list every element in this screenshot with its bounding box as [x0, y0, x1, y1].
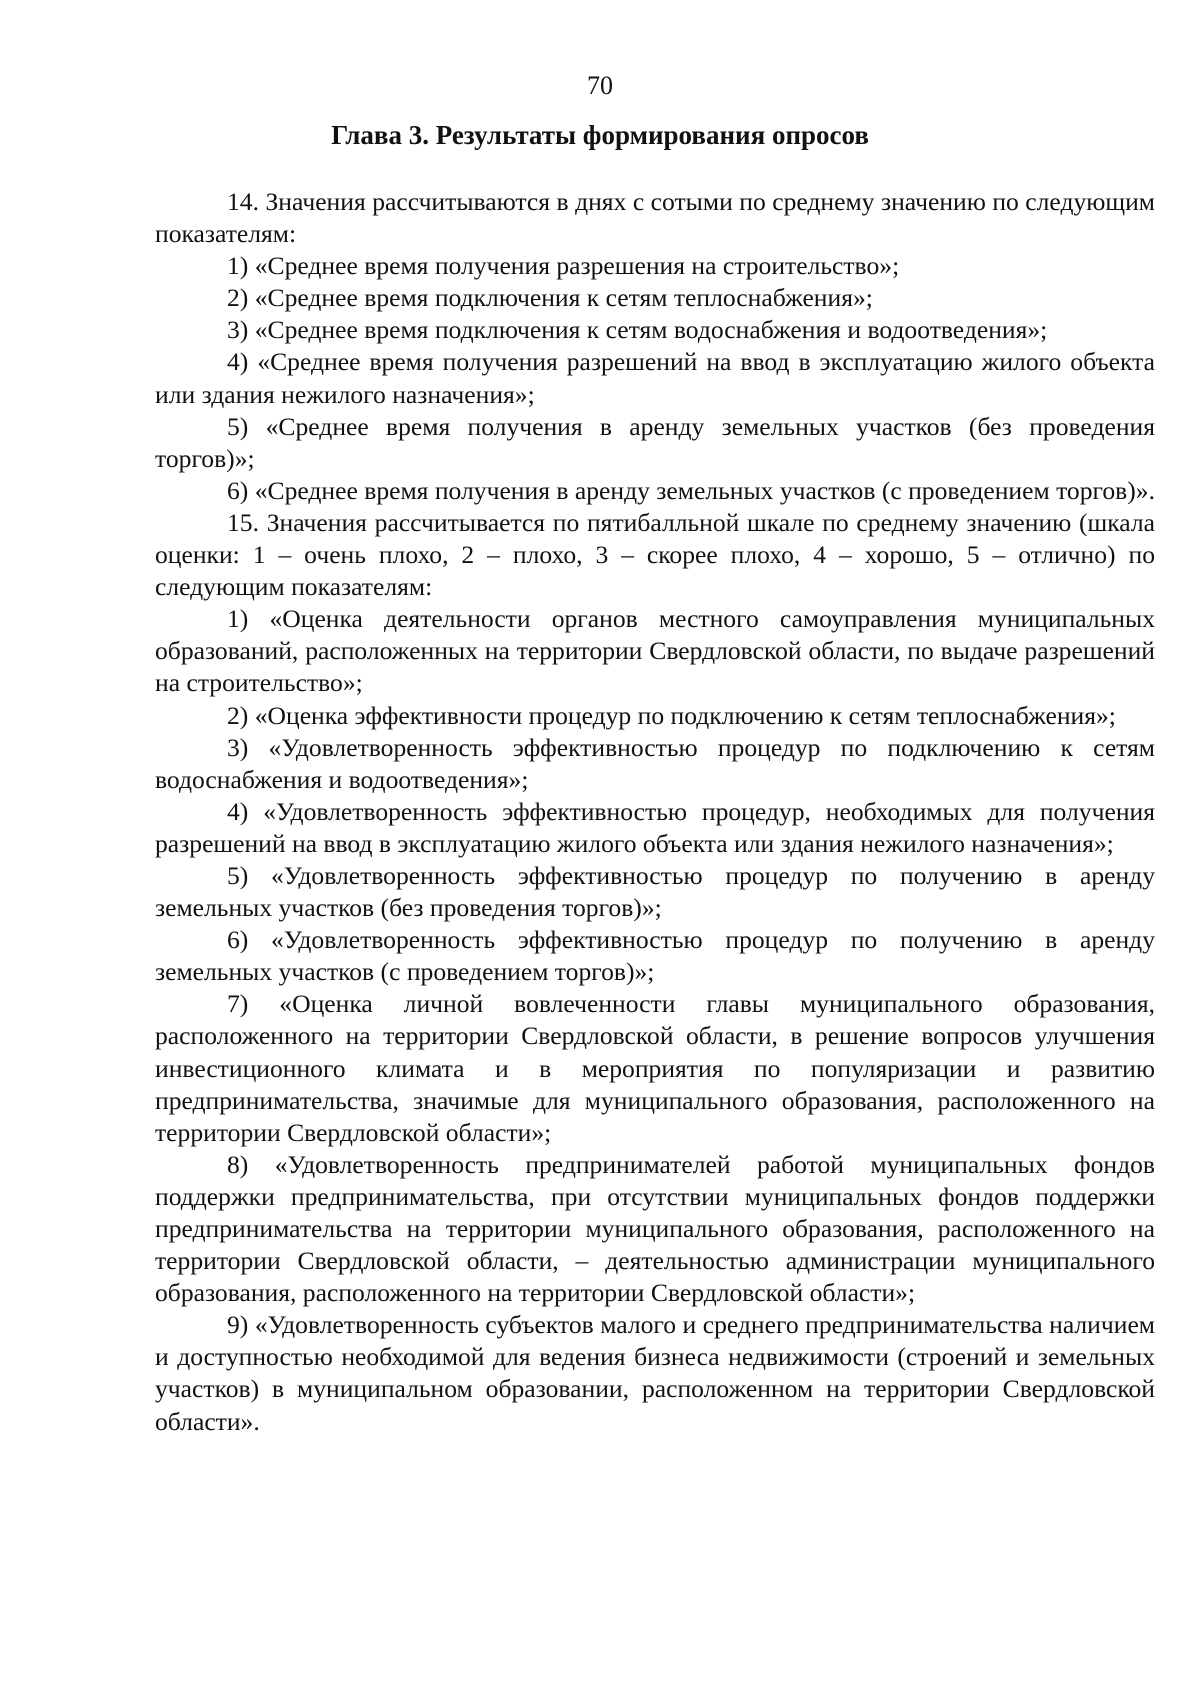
list-item-15-3: 3) «Удовлетворенность эффективностью процедур по подключению к сетям водоснабжения и водоотведения»;: [155, 732, 1155, 794]
list-item-15-5: 5) «Удовлетворенность эффективностью процедур по получению в аренду земельных участков (без проведения торгов)»;: [155, 860, 1155, 923]
list-item-14-1: 1) «Среднее время получения разрешения на строительство»;: [227, 251, 900, 281]
chapter-title: Глава 3. Результаты формирования опросов: [331, 120, 869, 150]
list-item-15-6: 6) «Удовлетворенность эффективностью процедур по получению в аренду земельных участков (с проведением торгов)»;: [155, 925, 1155, 987]
document-body: [155, 186, 1155, 1438]
paragraph-14-intro: 14. Значения рассчитываются в днях с сотыми по среднему значению по следующим показателям:: [155, 187, 1155, 249]
paragraph-15-intro: 15. Значения рассчитывается по пятибалльной шкале по среднему значению (шкала оценки: 1 – очень плохо, 2 – плохо, 3 – скорее плохо, 4 – хорошо, 5 – отлично) по следующим показателям:: [155, 507, 1155, 602]
list-item-15-7: 7) «Оценка личной вовлеченности главы муниципального образования, расположенного на территории Свердловской области, в решение вопросов улучшения инвестиционного климата и в мероприятия по популяризации и развитию предпринимательства, значимые для муниципального образования, расположенного на территории Свердловской области»;: [155, 989, 1155, 1147]
list-item-14-3: 3) «Среднее время подключения к сетям водоснабжения и водоотведения»;: [227, 315, 1048, 345]
page-number: 70: [587, 71, 613, 100]
list-item-15-8: 8) «Удовлетворенность предпринимателей работой муниципальных фондов поддержки предпринимательства, при отсутствии муниципальных фондов поддержки предпринимательства на территории муниципального образования, расположенного на территории Свердловской области, – деятельностью администрации муниципального образования, расположенного на территории Свердловской области»;: [155, 1149, 1155, 1308]
list-item-15-4: 4) «Удовлетворенность эффективностью процедур, необходимых для получения разрешений на ввод в эксплуатацию жилого объекта или здания нежилого назначения»;: [155, 796, 1155, 858]
list-item-14-2: 2) «Среднее время подключения к сетям теплоснабжения»;: [227, 283, 873, 313]
list-item-14-5: 5) «Среднее время получения в аренду земельных участков (без проведения торгов)»;: [155, 411, 1155, 473]
list-item-15-9: 9) «Удовлетворенность субъектов малого и среднего предпринимательства наличием и доступностью необходимой для ведения бизнеса недвижимости (строений и земельных участков) в муниципальном образовании, расположенном на территории Свердловской области».: [155, 1310, 1155, 1436]
list-item-14-6: 6) «Среднее время получения в аренду земельных участков (с проведением торгов)».: [227, 475, 1155, 505]
list-item-15-2: 2) «Оценка эффективности процедур по подключению к сетям теплоснабжения»;: [227, 700, 1116, 730]
list-item-15-1: 1) «Оценка деятельности органов местного самоуправления муниципальных образований, расположенных на территории Свердловской области, по выдаче разрешений на строительство»;: [155, 604, 1155, 698]
list-item-14-4: 4) «Среднее время получения разрешений на ввод в эксплуатацию жилого объекта или здания нежилого назначения»;: [155, 347, 1155, 409]
